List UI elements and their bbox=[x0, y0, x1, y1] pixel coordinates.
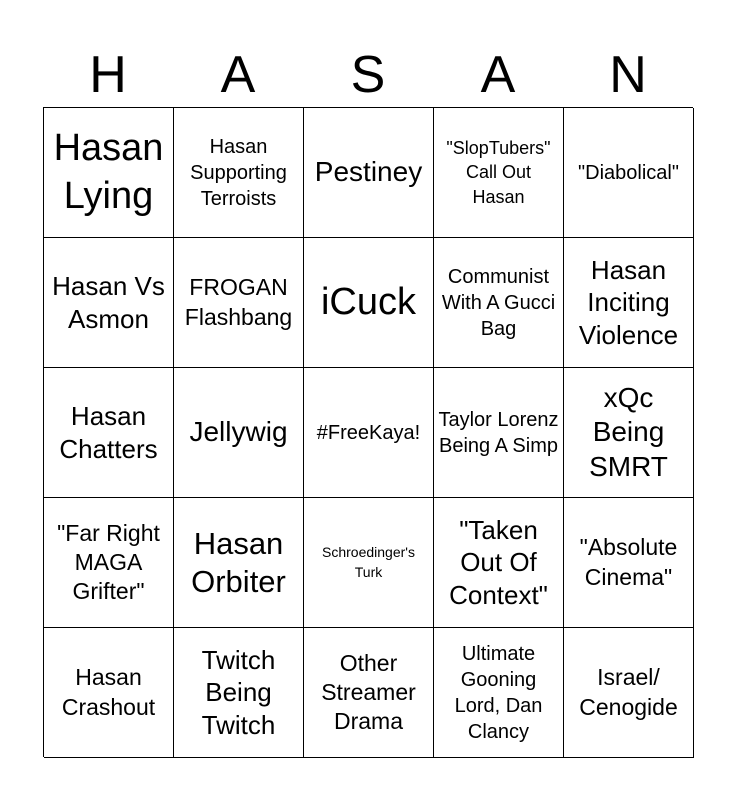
bingo-cell[interactable] bbox=[434, 238, 564, 368]
bingo-cell-text: #FreeKaya! bbox=[316, 421, 421, 444]
bingo-cell-text: Ultimate Gooning Lord, Dan Clancy bbox=[454, 642, 543, 743]
header-letter-a-2: A bbox=[480, 46, 516, 104]
bingo-cell-text: FROGAN Flashbang bbox=[184, 274, 293, 330]
bingo-cell-text: xQc Being SMRT bbox=[589, 382, 668, 482]
bingo-cell-text: Twitch Being Twitch bbox=[201, 644, 276, 740]
bingo-cell-text: iCuck bbox=[320, 280, 417, 323]
bingo-board bbox=[43, 107, 693, 757]
bingo-cell-text: Jellywig bbox=[189, 416, 288, 448]
bingo-cell-text: "Far Right MAGA Grifter" bbox=[57, 519, 160, 605]
header-letter-n: N bbox=[609, 46, 647, 104]
bingo-cell[interactable] bbox=[174, 238, 304, 368]
header-letter-a: A bbox=[220, 46, 256, 104]
bingo-cell-text: "SlopTubers" Call Out Hasan bbox=[446, 138, 551, 207]
bingo-cell[interactable] bbox=[174, 498, 304, 628]
bingo-cell-text: "Taken Out Of Context" bbox=[449, 514, 548, 610]
bingo-cell[interactable] bbox=[174, 368, 304, 498]
bingo-cell[interactable] bbox=[434, 368, 564, 498]
bingo-cell-text: Hasan Inciting Violence bbox=[578, 254, 679, 350]
bingo-cell-text: "Diabolical" bbox=[578, 161, 679, 184]
bingo-cell[interactable] bbox=[564, 108, 694, 238]
bingo-cell[interactable] bbox=[434, 498, 564, 628]
bingo-cell[interactable] bbox=[564, 498, 694, 628]
bingo-cell-text: Hasan Orbiter bbox=[191, 526, 286, 599]
bingo-cell[interactable] bbox=[44, 368, 174, 498]
bingo-cell-text: Taylor Lorenz Being A Simp bbox=[438, 408, 559, 457]
bingo-cell-text: Israel/ Cenogide bbox=[579, 664, 678, 720]
bingo-cell-text: Other Streamer Drama bbox=[321, 649, 416, 735]
bingo-cell-text: Pestiney bbox=[314, 156, 423, 188]
bingo-cell[interactable] bbox=[304, 368, 434, 498]
bingo-cell[interactable] bbox=[174, 108, 304, 238]
header-letter-h: H bbox=[89, 46, 127, 104]
bingo-cell-text: Hasan Supporting Terroists bbox=[190, 135, 287, 210]
bingo-cell-text: Communist With A Gucci Bag bbox=[441, 265, 556, 340]
bingo-cell[interactable] bbox=[304, 628, 434, 758]
bingo-cell[interactable] bbox=[44, 108, 174, 238]
bingo-cell-text: Schroedinger's Turk bbox=[322, 543, 415, 580]
bingo-cell[interactable] bbox=[174, 628, 304, 758]
bingo-cell[interactable] bbox=[564, 368, 694, 498]
bingo-cell[interactable] bbox=[44, 628, 174, 758]
bingo-cell[interactable] bbox=[304, 108, 434, 238]
bingo-cell[interactable] bbox=[434, 108, 564, 238]
bingo-cell-text: Hasan Vs Asmon bbox=[52, 271, 165, 334]
bingo-cell[interactable] bbox=[434, 628, 564, 758]
bingo-cell-text: Hasan Lying bbox=[53, 127, 164, 217]
bingo-cell[interactable] bbox=[564, 628, 694, 758]
bingo-cell[interactable] bbox=[44, 238, 174, 368]
bingo-cell-text: Hasan Crashout bbox=[61, 664, 156, 720]
bingo-cell[interactable] bbox=[44, 498, 174, 628]
bingo-cell[interactable] bbox=[304, 498, 434, 628]
bingo-cell-text: Hasan Chatters bbox=[59, 401, 158, 464]
bingo-cell-text: "Absolute Cinema" bbox=[579, 534, 678, 590]
bingo-cell[interactable] bbox=[564, 238, 694, 368]
bingo-cell[interactable] bbox=[304, 238, 434, 368]
bingo-header bbox=[43, 42, 693, 108]
header-letter-s: S bbox=[350, 46, 386, 104]
